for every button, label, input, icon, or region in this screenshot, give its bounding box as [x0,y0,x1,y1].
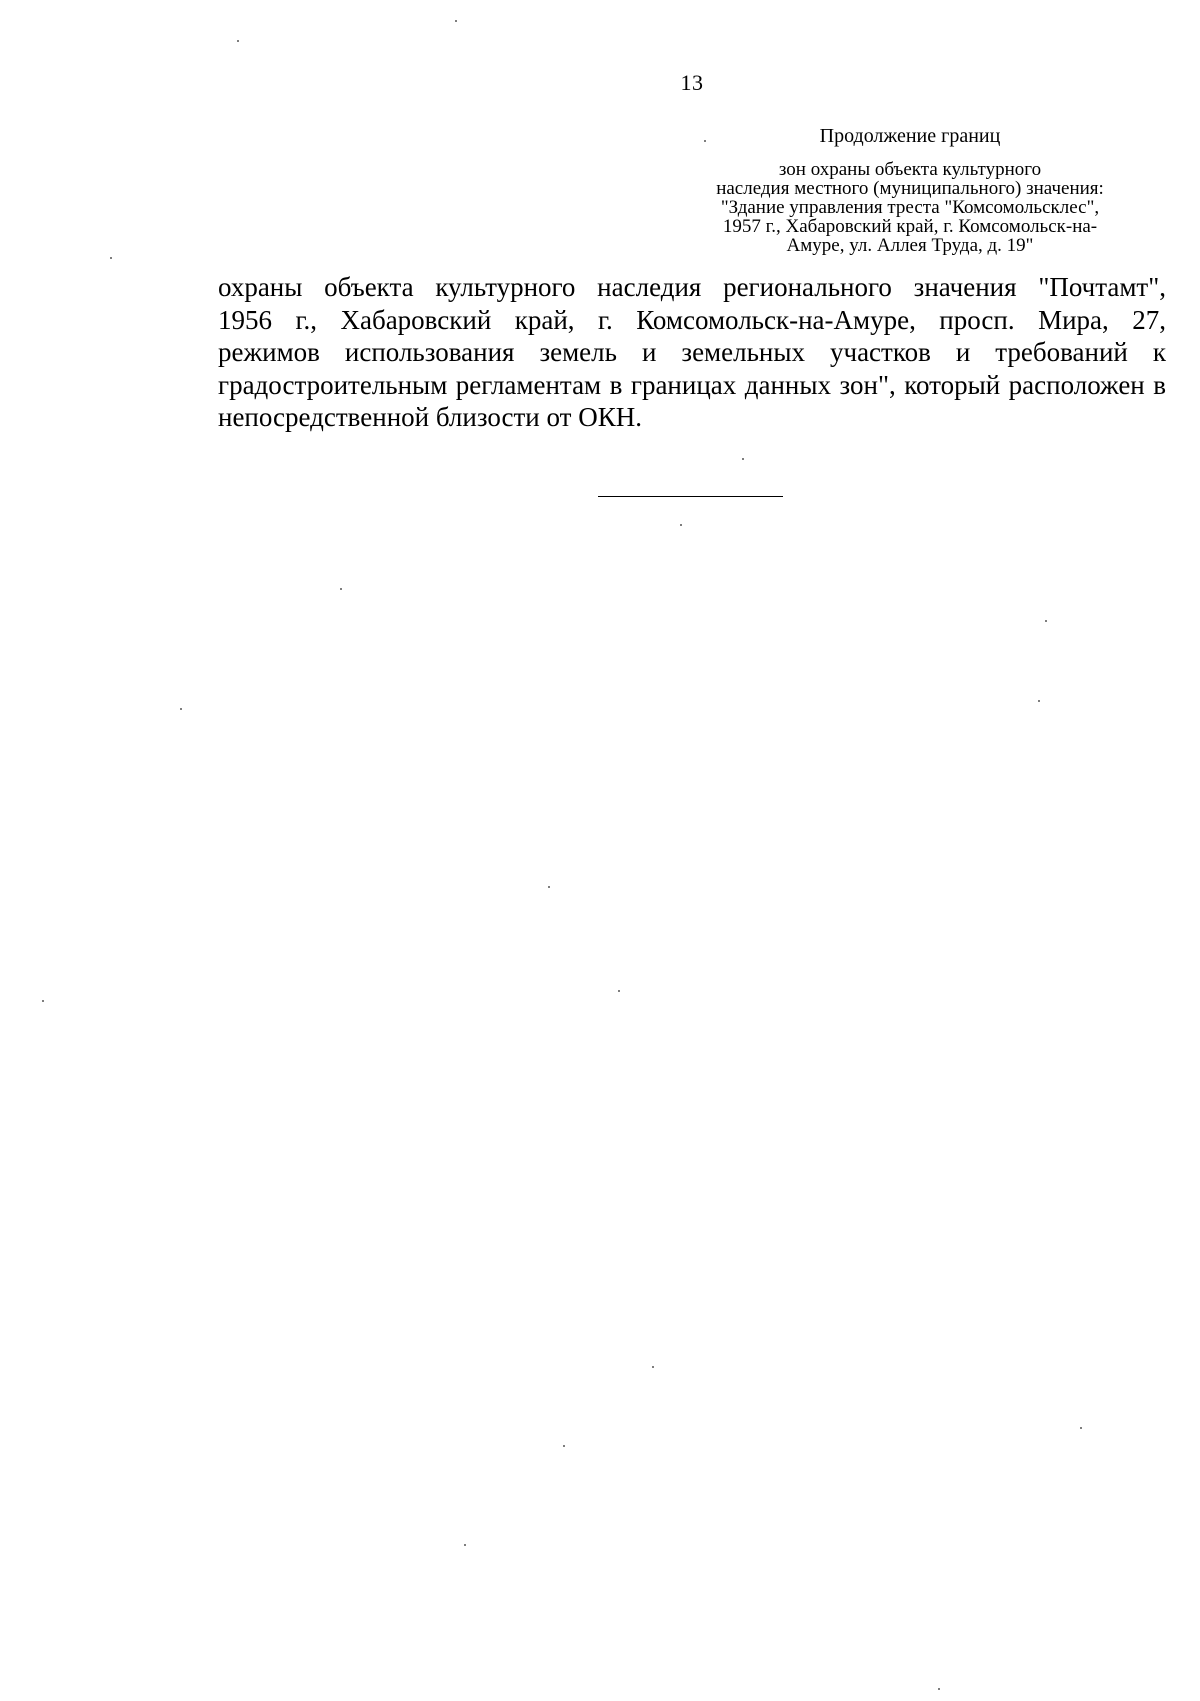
body-line: градостроительным регламентам в границах данных зон", который расположен в [218,369,1166,400]
scan-speck [110,257,112,259]
header-line: Амуре, ул. Аллея Труда, д. 19" [786,235,1034,256]
end-separator-line [598,496,783,497]
body-line: непосредственной близости от ОКН. [218,402,642,432]
scan-speck [180,708,182,710]
scan-speck [742,458,744,460]
body-line: режимов использования земель и земельных участков и требований к [218,337,1166,367]
header-line: зон охраны объекта культурного [778,159,1042,180]
scan-speck [340,588,342,590]
scan-speck [464,1544,466,1546]
scan-speck [680,524,682,526]
body-paragraph [218,271,1166,434]
scan-speck [237,40,239,42]
header-block [660,126,1160,255]
header-line: "Здание управления треста "Комсомольсклес", [720,197,1100,218]
body-line: охраны объекта культурного наследия регионального значения "Почтамт", [218,272,1166,302]
scan-speck [618,990,620,992]
scan-speck [1038,700,1040,702]
scan-speck [1080,1427,1082,1429]
scan-speck [652,1366,654,1368]
scan-speck [1045,620,1047,622]
scan-speck [455,20,457,22]
scan-speck [938,1688,940,1690]
scan-speck [548,886,550,888]
body-line: 1956 г., Хабаровский край, г. Комсомольск-на-Амуре, просп. Мира, 27, [218,304,1166,335]
scan-speck [563,1445,565,1447]
header-line: 1957 г., Хабаровский край, г. Комсомольск-на- [722,216,1098,237]
header-title: Продолжение границ [819,125,1001,147]
header-line: наследия местного (муниципального) значения: [716,178,1104,199]
page-number: 13 [680,70,704,95]
scan-speck [704,140,706,142]
scan-speck [42,1000,44,1002]
